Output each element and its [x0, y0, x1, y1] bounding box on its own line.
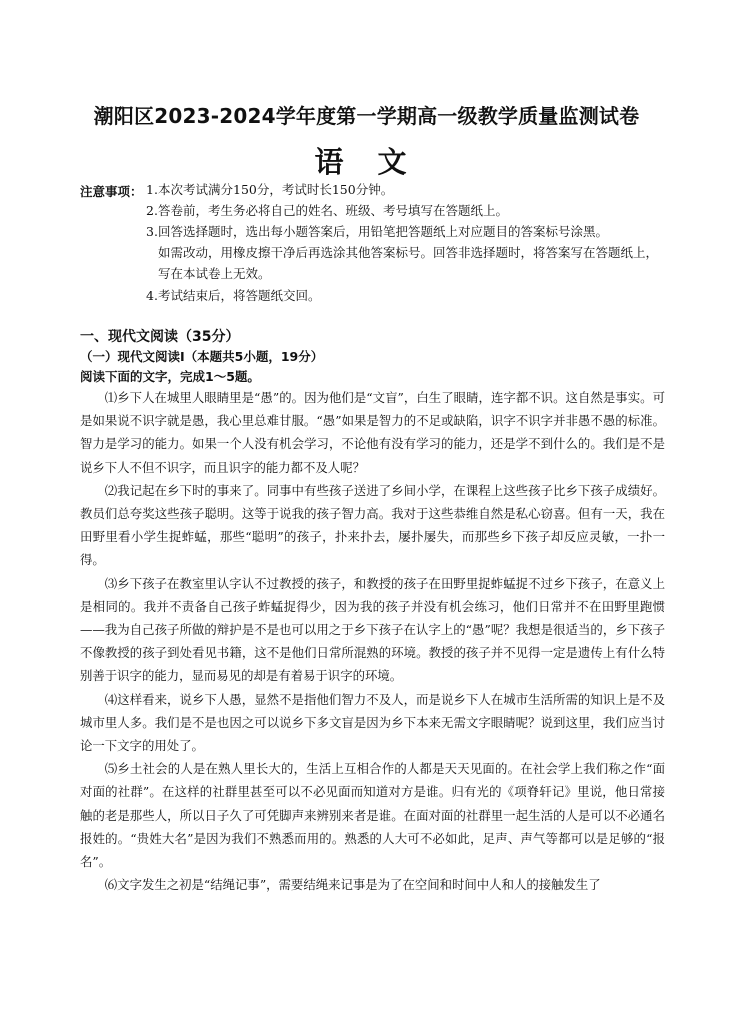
notice-item-1 — [146, 179, 666, 200]
notice-item-3 — [146, 221, 666, 284]
passage-paragraph-5: ⑸乡土社会的人是在熟人里长大的，生活上互相合作的人都是天天见面的。在社会学上我们称之作“面对面的社群”。在这样的社群里甚至可以不必见面而知道对方是谁。归有光的《项脊轩记》里说，他日常接触的老是那些人，所以日子久了可凭脚声来辨别来者是谁。在面对面的社群里一起生活的人是可以不必通名报姓的。“贵姓大名”是因为我们不熟悉而用的。熟悉的人大可不必如此，足声、声气等都可以是足够的“报名”。 — [80, 761, 665, 870]
notice-item-text: 答卷前，考生务必将自己的姓名、班级、考号填写在答题纸上。 — [158, 203, 509, 218]
exam-title: 潮阳区2023-2024学年度第一学期高一级教学质量监测试卷 — [93, 104, 640, 128]
reading-passage — [80, 386, 665, 896]
notice-item-4 — [146, 285, 666, 306]
passage-paragraph-4: ⑷这样看来，说乡下人愚，显然不是指他们智力不及人，而是说乡下人在城市生活所需的知识上是不及城市里人多。我们是不是也因之可以说乡下多文盲是因为乡下本来无需文字眼睛呢？说到这里，我们应当讨论一下文字的用处了。 — [80, 691, 665, 754]
notice-item-number: 4. — [146, 288, 158, 303]
passage-paragraph-1: ⑴乡下人在城里人眼睛里是“愚”的。因为他们是“文盲”，白生了眼睛，连字都不识。这自然是事实。可是如果说不识字就是愚，我心里总难甘服。“愚”如果是智力的不足或缺陷，识字不识字并非愚不愚的标准。智力是学习的能力。如果一个人没有机会学习，不论他有没有学习的能力，还是学不到什么的。我们是不是说乡下人不但不识字，而且识字的能力都不及人呢？ — [80, 390, 665, 475]
subject-title: 语 文 — [314, 145, 419, 179]
section-subheading: （一）现代文阅读Ⅰ（本题共5小题，19分） — [80, 349, 324, 364]
notice-item-text: 回答选择题时，选出每小题答案后，用铅笔把答题纸上对应题目的答案标号涂黑。 — [158, 224, 609, 239]
notice-item-number: 2. — [146, 203, 158, 218]
notice-label: 注意事项： — [80, 184, 143, 199]
section-heading: 一、现代文阅读（35分） — [80, 329, 240, 345]
notice-item-2 — [146, 200, 666, 221]
notice-item-continuation: 如需改动，用橡皮擦干净后再选涂其他答案标号。回答非选择题时，将答案写在答题纸上，写在本试卷上无效。 — [158, 245, 659, 281]
notice-item-number: 3. — [146, 224, 158, 239]
passage-paragraph-2: ⑵我记起在乡下时的事来了。同事中有些孩子送进了乡间小学，在课程上这些孩子比乡下孩子成绩好。教员们总夸奖这些孩子聪明。这等于说我的孩子智力高。我对于这些恭维自然是私心窃喜。但有一天，我在田野里看小学生捉蚱蜢，那些“聪明”的孩子，扑来扑去，屡扑屡失，而那些乡下孩子却反应灵敏，一扑一得。 — [80, 482, 665, 568]
notice-item-text: 考试结束后，将答题纸交回。 — [158, 288, 321, 303]
passage-paragraph-3: ⑶乡下孩子在教室里认字认不过教授的孩子，和教授的孩子在田野里捉蚱蜢捉不过乡下孩子，在意义上是相同的。我并不责备自己孩子蚱蜢捉得少，因为我的孩子并没有机会练习，他们日常并不在田野里跑惯——我为自己孩子所做的辩护是不是也可以用之于乡下孩子在认字上的“愚”呢？我想是很适当的，乡下孩子不像教授的孩子到处看见书籍，这不是他们日常所混熟的环境。教授的孩子并不见得一定是遗传上有什么特别善于识字的能力，显而易见的却是有着易于识字的环境。 — [80, 575, 665, 684]
reading-instruction: 阅读下面的文字，完成1～5题。 — [80, 369, 260, 384]
notice-item-number: 1. — [146, 182, 158, 197]
notice-item-text: 本次考试满分150分，考试时长150分钟。 — [158, 182, 394, 197]
passage-paragraph-6: ⑹文字发生之初是“结绳记事”，需要结绳来记事是为了在空间和时间中人和人的接触发生了 — [104, 877, 601, 893]
